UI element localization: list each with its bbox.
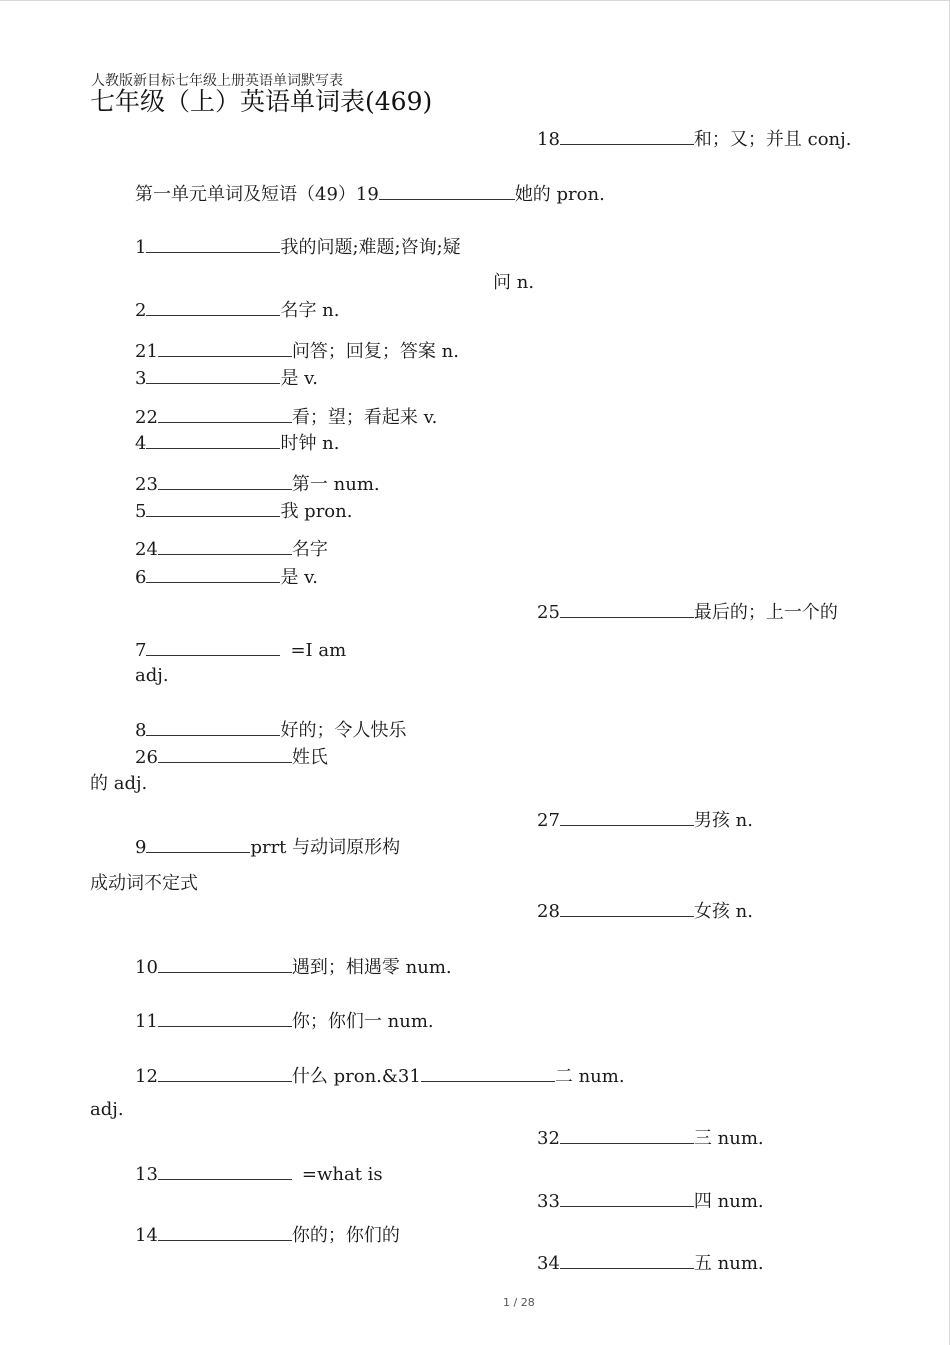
entry-number: 22 bbox=[135, 407, 158, 428]
vocab-entry-21 bbox=[135, 339, 459, 363]
vocab-entry-25 bbox=[537, 600, 838, 624]
answer-blank[interactable] bbox=[158, 1223, 292, 1241]
vocab-entry-7 bbox=[135, 638, 346, 662]
page-indicator: 1 / 28 bbox=[503, 1296, 535, 1309]
answer-blank[interactable] bbox=[146, 235, 280, 253]
entry-definition: 姓氏 bbox=[291, 747, 328, 768]
vocab-entry-26 bbox=[135, 745, 328, 769]
vocab-entry-13 bbox=[135, 1162, 383, 1186]
entry-number: 24 bbox=[135, 539, 158, 560]
entry-definition: 问答；回复；答案 n. bbox=[291, 341, 459, 362]
section-heading bbox=[135, 182, 605, 206]
answer-blank[interactable] bbox=[146, 718, 280, 736]
vocab-entry-33 bbox=[537, 1189, 764, 1213]
answer-blank[interactable] bbox=[560, 1126, 694, 1144]
entry-definition: 我 pron. bbox=[280, 501, 353, 522]
entry-definition: 男孩 n. bbox=[693, 810, 753, 831]
entry-definition: prrt 与动词原形构 bbox=[250, 837, 401, 858]
answer-blank[interactable] bbox=[158, 1009, 292, 1027]
vocab-entry-12 bbox=[135, 1064, 625, 1088]
answer-blank[interactable] bbox=[379, 182, 515, 200]
entry-continuation: adj. bbox=[135, 665, 169, 686]
answer-blank[interactable] bbox=[560, 1251, 694, 1269]
entry-definition: 五 num. bbox=[693, 1253, 764, 1274]
answer-blank[interactable] bbox=[158, 1162, 292, 1180]
entry-number: 2 bbox=[135, 300, 147, 321]
answer-blank[interactable] bbox=[158, 955, 292, 973]
entry-number: 7 bbox=[135, 640, 147, 661]
entry-definition: 女孩 n. bbox=[693, 901, 753, 922]
vocab-entry-32 bbox=[537, 1126, 764, 1150]
entry-definition: 你；你们一 num. bbox=[291, 1011, 434, 1032]
entry-number: 8 bbox=[135, 720, 147, 741]
entry-number: 26 bbox=[135, 747, 158, 768]
entry-continuation: 的 adj. bbox=[90, 773, 148, 794]
answer-blank[interactable] bbox=[560, 127, 694, 145]
vocab-entry-3 bbox=[135, 366, 318, 390]
vocab-entry-9 bbox=[135, 835, 400, 859]
entry-definition: 名字 n. bbox=[280, 300, 340, 321]
entry-number: 12 bbox=[135, 1066, 158, 1087]
entry-definition: =what is bbox=[301, 1164, 383, 1185]
vocab-entry-27 bbox=[537, 808, 753, 832]
entry-continuation: 问 n. bbox=[493, 272, 535, 293]
entry-number: 9 bbox=[135, 837, 147, 858]
answer-blank[interactable] bbox=[146, 499, 280, 517]
vocab-entry-6 bbox=[135, 565, 318, 589]
answer-blank[interactable] bbox=[560, 600, 694, 618]
entry-number: 34 bbox=[537, 1253, 560, 1274]
entry-continuation: adj. bbox=[90, 1099, 124, 1120]
answer-blank[interactable] bbox=[146, 638, 280, 656]
vocab-entry-22 bbox=[135, 405, 437, 429]
vocab-entry-14 bbox=[135, 1223, 400, 1247]
answer-blank[interactable] bbox=[560, 899, 694, 917]
entry-number: 5 bbox=[135, 501, 147, 522]
entry-definition: 我的问题;难题;咨询;疑 bbox=[280, 237, 461, 258]
answer-blank[interactable] bbox=[146, 565, 280, 583]
entry-number: 27 bbox=[537, 810, 560, 831]
vocab-entry-23 bbox=[135, 472, 380, 496]
vocab-entry-10 bbox=[135, 955, 452, 979]
vocab-entry-18 bbox=[537, 127, 851, 151]
entry-number: 14 bbox=[135, 1225, 158, 1246]
entry-number: 13 bbox=[135, 1164, 158, 1185]
entry-number: 11 bbox=[135, 1011, 158, 1032]
entry-definition: 看；望；看起来 v. bbox=[291, 407, 438, 428]
answer-blank[interactable] bbox=[158, 745, 292, 763]
vocab-entry-5 bbox=[135, 499, 352, 523]
entry-number: 10 bbox=[135, 957, 158, 978]
vocab-entry-2 bbox=[135, 298, 340, 322]
entry-number: 33 bbox=[537, 1191, 560, 1212]
answer-blank[interactable] bbox=[146, 366, 280, 384]
entry-number: 23 bbox=[135, 474, 158, 495]
entry-definition: 好的；令人快乐 bbox=[280, 720, 407, 741]
answer-blank[interactable] bbox=[158, 1064, 292, 1082]
entry-number: 3 bbox=[135, 368, 147, 389]
answer-blank[interactable] bbox=[158, 472, 292, 490]
entry-number: 32 bbox=[537, 1128, 560, 1149]
entry-definition: 什么 pron.&31 bbox=[291, 1066, 421, 1087]
entry-number: 21 bbox=[135, 341, 158, 362]
entry-number: 25 bbox=[537, 602, 560, 623]
entry-definition: 三 num. bbox=[693, 1128, 764, 1149]
vocab-entry-11 bbox=[135, 1009, 434, 1033]
entry-definition: 第一 num. bbox=[291, 474, 380, 495]
entry-definition: 她的 pron. bbox=[514, 184, 605, 205]
vocab-entry-4 bbox=[135, 431, 340, 455]
answer-blank[interactable] bbox=[158, 537, 292, 555]
answer-blank[interactable] bbox=[560, 808, 694, 826]
answer-blank[interactable] bbox=[158, 339, 292, 357]
entry-number: 28 bbox=[537, 901, 560, 922]
entry-definition: 四 num. bbox=[693, 1191, 764, 1212]
entry-definition: 是 v. bbox=[280, 368, 318, 389]
entry-definition: 名字 bbox=[291, 539, 328, 560]
entry-number: 6 bbox=[135, 567, 147, 588]
entry-definition: 时钟 n. bbox=[280, 433, 340, 454]
vocab-entry-34 bbox=[537, 1251, 764, 1275]
entry-definition: 二 num. bbox=[554, 1066, 625, 1087]
answer-blank[interactable] bbox=[158, 405, 292, 423]
entry-definition: 是 v. bbox=[280, 567, 318, 588]
page-title: 七年级（上）英语单词表(469) bbox=[90, 87, 433, 116]
answer-blank[interactable] bbox=[146, 431, 280, 449]
entry-continuation: 成动词不定式 bbox=[90, 873, 198, 894]
entry-definition: =I am bbox=[290, 640, 347, 661]
vocab-entry-28 bbox=[537, 899, 753, 923]
entry-definition: 遇到；相遇零 num. bbox=[291, 957, 452, 978]
answer-blank[interactable] bbox=[146, 835, 250, 853]
entry-number: 4 bbox=[135, 433, 147, 454]
entry-definition: 和；又；并且 conj. bbox=[693, 129, 852, 150]
answer-blank[interactable] bbox=[146, 298, 280, 316]
entry-definition: 最后的；上一个的 bbox=[693, 602, 838, 623]
answer-blank[interactable] bbox=[560, 1189, 694, 1207]
document-subtitle: 人教版新目标七年级上册英语单词默写表 bbox=[91, 73, 343, 89]
entry-number: 1 bbox=[135, 237, 147, 258]
vocab-entry-8 bbox=[135, 718, 406, 742]
entry-definition: 你的；你们的 bbox=[291, 1225, 400, 1246]
section-title: 第一单元单词及短语（49）19 bbox=[135, 184, 379, 205]
vocab-entry-24 bbox=[135, 537, 328, 561]
entry-number: 18 bbox=[537, 129, 560, 150]
vocab-entry-1 bbox=[135, 235, 461, 259]
answer-blank[interactable] bbox=[421, 1064, 555, 1082]
